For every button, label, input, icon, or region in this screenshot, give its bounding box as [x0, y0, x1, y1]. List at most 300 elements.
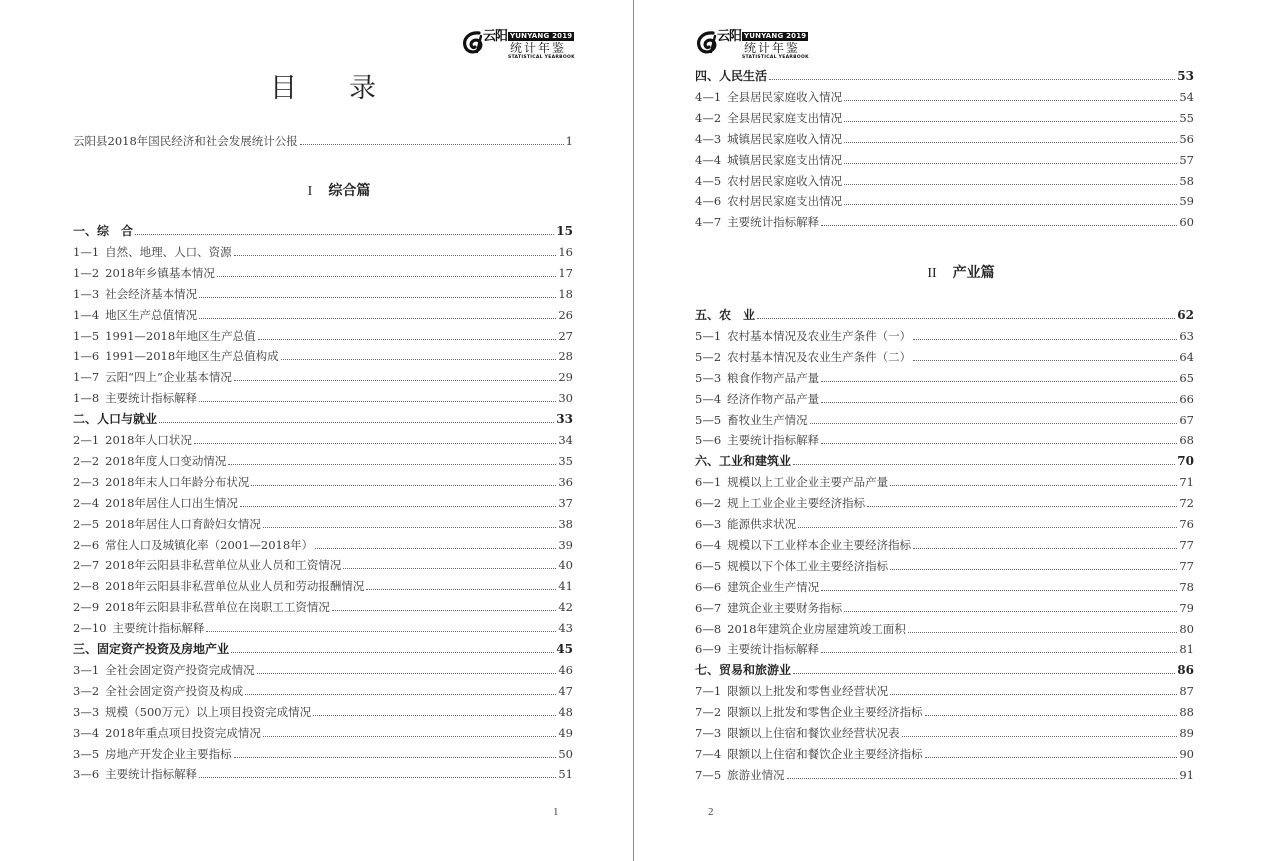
toc-entry-label: 六、工业和建筑业	[695, 454, 792, 469]
toc-entry[interactable]	[73, 599, 573, 615]
toc-entry[interactable]	[695, 621, 1194, 637]
bulletin-entry[interactable]	[73, 133, 573, 149]
toc-entry-page: 48	[558, 704, 573, 719]
toc-entry-code: 3—4	[73, 725, 100, 740]
toc-entry-label: 全县居民家庭支出情况	[727, 110, 843, 125]
toc-entry-code: 4—4	[695, 152, 722, 167]
leader-dots	[821, 443, 1177, 444]
bulletin-label: 云阳县2018年国民经济和社会发展统计公报	[73, 134, 298, 148]
bulletin-page: 1	[565, 134, 573, 148]
toc-entry[interactable]	[73, 265, 573, 281]
toc-entry[interactable]	[695, 193, 1194, 209]
toc-entry-page: 39	[558, 537, 573, 552]
swirl-logo-icon	[461, 30, 485, 56]
toc-entry-label: 2018年末人口年龄分布状况	[105, 474, 250, 489]
toc-entry-page: 72	[1179, 496, 1194, 511]
toc-entry-code: 4—3	[695, 131, 722, 146]
toc-entry-code: 2—1	[73, 433, 100, 447]
toc-entry-page: 86	[1177, 663, 1194, 678]
toc-entry-page: 47	[558, 683, 573, 698]
toc-entry-label: 粮食作物产品产量	[727, 370, 820, 385]
toc-entry-page: 58	[1179, 173, 1194, 188]
toc-entry-label: 经济作物产品产量	[727, 391, 820, 406]
toc-entry[interactable]	[695, 89, 1194, 105]
toc-entry-page: 78	[1179, 579, 1194, 594]
toc-entry[interactable]	[695, 391, 1194, 407]
toc-entry-page: 68	[1179, 433, 1194, 448]
leader-dots	[810, 423, 1178, 424]
toc-entry-code: 7—4	[695, 746, 722, 761]
leader-dots	[844, 204, 1177, 205]
toc-entry-label: 主要统计指标解释	[112, 621, 205, 636]
leader-dots	[925, 757, 1178, 758]
toc-chapter-entry[interactable]	[695, 68, 1194, 84]
toc-entry-label: 1991—2018年地区生产总值构成	[105, 349, 279, 364]
toc-entry-code: 2—2	[73, 453, 100, 468]
toc-entry-page: 15	[556, 224, 573, 238]
toc-entry-label: 三、固定资产投资及房地产业	[73, 642, 230, 656]
toc-entry-page: 35	[558, 453, 573, 468]
toc-chapter-entry[interactable]	[695, 453, 1194, 469]
toc-entry-label: 五、农 业	[695, 308, 756, 322]
toc-entry-code: 6—7	[695, 600, 722, 615]
logo-band-text: YUNYANG 2019	[744, 32, 807, 40]
toc-entry-label: 城镇居民家庭收入情况	[727, 131, 843, 146]
toc-entry-code: 3—2	[73, 683, 100, 698]
leader-dots	[798, 527, 1177, 528]
toc-entry-code: 3—5	[73, 746, 100, 761]
toc-entry-code: 2—9	[73, 600, 100, 615]
toc-entry-code: 6—1	[695, 475, 722, 490]
toc-entry[interactable]	[695, 600, 1194, 616]
leader-dots	[821, 225, 1177, 226]
leader-dots	[135, 234, 554, 235]
toc-entry-page: 37	[558, 495, 573, 510]
leader-dots	[793, 464, 1175, 465]
toc-entry[interactable]	[73, 286, 573, 302]
yearbook-logo	[695, 30, 807, 64]
leader-dots	[245, 694, 556, 695]
toc-entry-page: 59	[1179, 194, 1194, 209]
logo-cn-text: 统计年鉴	[744, 41, 801, 55]
toc-entry-code: 1—1	[73, 244, 100, 259]
toc-entry[interactable]	[695, 474, 1194, 490]
toc-entry[interactable]	[73, 495, 573, 511]
toc-entry-label: 2018年重点项目投资完成情况	[105, 725, 261, 740]
toc-entry-label: 自然、地理、人口、资源	[105, 244, 232, 259]
toc-entry[interactable]	[695, 412, 1194, 428]
toc-entry[interactable]	[695, 746, 1194, 762]
leader-dots	[263, 736, 556, 737]
toc-entry[interactable]	[695, 152, 1194, 168]
toc-entry-page: 76	[1179, 517, 1194, 531]
leader-dots	[890, 694, 1177, 695]
toc-entry-code: 1—7	[73, 370, 100, 385]
swirl-logo-icon	[695, 30, 719, 56]
leader-dots	[366, 589, 556, 590]
leader-dots	[231, 652, 554, 653]
toc-entry-page: 38	[558, 516, 573, 531]
page-gutter	[633, 0, 634, 861]
toc-entry-code: 5—3	[695, 370, 722, 385]
leader-dots	[251, 485, 556, 486]
toc-entry[interactable]	[73, 662, 573, 678]
leader-dots	[257, 673, 557, 674]
toc-entry-label: 常住人口及城镇化率（2001—2018年）	[105, 537, 314, 552]
toc-entry-label: 全社会固定资产投资及构成	[105, 683, 244, 698]
toc-entry[interactable]	[73, 307, 573, 323]
toc-entry[interactable]	[695, 683, 1194, 699]
toc-entry-label: 2018年人口状况	[105, 433, 192, 447]
toc-entry[interactable]	[695, 349, 1194, 365]
part-name: 产业篇	[952, 265, 995, 281]
toc-entry-code: 5—5	[695, 412, 722, 427]
toc-entry-page: 41	[558, 579, 573, 594]
toc-entry-label: 2018年居住人口出生情况	[105, 495, 238, 510]
toc-entry[interactable]	[73, 704, 573, 720]
toc-entry-code: 2—3	[73, 474, 100, 489]
toc-entry-page: 34	[558, 433, 573, 447]
toc-entry-label: 限额以上住宿和餐饮业经营状况表	[727, 726, 900, 740]
toc-entry[interactable]	[73, 725, 573, 741]
leader-dots	[844, 100, 1177, 101]
toc-entry-label: 1991—2018年地区生产总值	[105, 328, 256, 343]
part-heading-1	[73, 180, 605, 200]
toc-entry-code: 1—4	[73, 307, 100, 322]
toc-entry-code: 1—8	[73, 391, 100, 406]
toc-entry-label: 2018年乡镇基本情况	[105, 265, 215, 280]
toc-entry-page: 40	[558, 558, 573, 573]
leader-dots	[263, 527, 556, 528]
toc-entry-label: 规模以下个体工业主要经济指标	[727, 558, 889, 573]
toc-entry-page: 16	[558, 244, 573, 259]
leader-dots	[908, 632, 1177, 633]
leader-dots	[913, 360, 1177, 361]
toc-entry[interactable]	[695, 558, 1194, 574]
toc-entry-label: 社会经济基本情况	[105, 286, 198, 301]
toc-entry[interactable]	[73, 746, 573, 762]
toc-entry-page: 77	[1179, 537, 1194, 552]
toc-entry-page: 29	[558, 370, 573, 385]
toc-entry-page: 45	[556, 642, 573, 656]
toc-entry-page: 30	[558, 391, 573, 406]
toc-entry-page: 89	[1179, 726, 1194, 740]
toc-entry-code: 6—3	[695, 517, 722, 531]
toc-chapter-entry[interactable]	[695, 307, 1194, 323]
leader-dots	[315, 548, 556, 549]
toc-entry[interactable]	[73, 474, 573, 490]
toc-entry-page: 60	[1179, 215, 1194, 230]
toc-entry[interactable]	[695, 110, 1194, 126]
toc-entry[interactable]	[695, 370, 1194, 386]
toc-entry-label: 一、综 合	[73, 224, 134, 238]
leader-dots	[787, 778, 1178, 779]
toc-entry-code: 7—5	[695, 767, 722, 782]
toc-chapter-entry[interactable]	[73, 411, 573, 427]
toc-entry[interactable]	[73, 516, 573, 532]
leader-dots	[234, 757, 557, 758]
page-number: 1	[553, 806, 559, 818]
logo-band-text: YUNYANG 2019	[510, 32, 573, 40]
leader-dots	[844, 611, 1177, 612]
toc-entry-page: 87	[1179, 684, 1194, 699]
leader-dots	[821, 590, 1177, 591]
left-page	[73, 0, 573, 861]
toc-entry[interactable]	[695, 537, 1194, 553]
toc-entry-code: 5—2	[695, 349, 722, 364]
toc-entry[interactable]	[695, 767, 1194, 783]
right-page	[695, 0, 1194, 861]
toc-entry-label: 主要统计指标解释	[727, 642, 820, 657]
leader-dots	[199, 401, 556, 402]
toc-entry-label: 规模以下工业样本企业主要经济指标	[727, 537, 912, 552]
toc-entry-code: 2—6	[73, 537, 100, 552]
toc-entry-code: 2—8	[73, 579, 100, 594]
toc-entry-page: 51	[558, 767, 573, 782]
leader-dots	[240, 506, 556, 507]
toc-entry-label: 房地产开发企业主要指标	[105, 746, 232, 761]
leader-dots	[199, 318, 556, 319]
toc-entry-page: 62	[1177, 308, 1194, 322]
toc-entry-code: 3—3	[73, 704, 100, 719]
toc-entry-label: 农村居民家庭收入情况	[727, 173, 843, 188]
part-name: 综合篇	[328, 183, 371, 199]
toc-entry[interactable]	[73, 369, 573, 385]
logo-mark-text: 云阳	[483, 29, 508, 44]
logo-en-text: STATISTICAL YEARBOOK	[508, 55, 575, 60]
leader-dots	[234, 255, 557, 256]
toc-entry-code: 7—1	[695, 684, 722, 699]
toc-entry-page: 27	[558, 328, 573, 343]
toc-entry-code: 4—7	[695, 215, 722, 230]
logo-en-text: STATISTICAL YEARBOOK	[742, 55, 809, 60]
toc-entry-page: 17	[558, 265, 573, 280]
toc-entry[interactable]	[73, 766, 573, 782]
toc-entry-page: 54	[1179, 89, 1194, 104]
toc-entry-page: 46	[558, 662, 573, 677]
toc-entry-code: 6—5	[695, 558, 722, 573]
leader-dots	[913, 548, 1177, 549]
toc-entry-page: 64	[1179, 349, 1194, 364]
leader-dots	[925, 715, 1178, 716]
toc-entry[interactable]	[73, 453, 573, 469]
toc-entry-code: 7—2	[695, 705, 722, 720]
toc-entry[interactable]	[73, 328, 573, 344]
toc-entry-page: 65	[1179, 370, 1194, 385]
logo-cn-text: 统计年鉴	[510, 41, 567, 55]
leader-dots	[844, 163, 1177, 164]
page-number: 2	[708, 806, 714, 818]
toc-entry-code: 4—1	[695, 89, 722, 104]
toc-entry-label: 畜牧业生产情况	[727, 412, 808, 427]
toc-entry-label: 农村居民家庭支出情况	[727, 194, 843, 209]
leader-dots	[332, 610, 556, 611]
toc-entry-label: 建筑企业生产情况	[727, 579, 820, 594]
toc-entry-page: 63	[1179, 328, 1194, 343]
toc-entry-page: 50	[558, 746, 573, 761]
toc-entry[interactable]	[695, 131, 1194, 147]
leader-dots	[821, 402, 1177, 403]
toc-entry[interactable]	[73, 390, 573, 406]
toc-entry-code: 1—2	[73, 265, 100, 280]
leader-dots	[159, 422, 554, 423]
toc-entry-label: 规模（500万元）以上项目投资完成情况	[105, 704, 312, 719]
toc-entry[interactable]	[695, 214, 1194, 230]
part-roman: I	[307, 184, 313, 199]
toc-entry-label: 二、人口与就业	[73, 412, 158, 427]
toc-entry-code: 2—5	[73, 516, 100, 531]
toc-entry-page: 67	[1179, 412, 1194, 427]
leader-dots	[867, 506, 1177, 507]
toc-entry-page: 18	[558, 286, 573, 301]
leader-dots	[281, 359, 557, 360]
toc-entry[interactable]	[695, 495, 1194, 511]
toc-entry[interactable]	[695, 516, 1194, 532]
toc-entry[interactable]	[73, 244, 573, 260]
toc-entry-page: 71	[1179, 475, 1194, 490]
toc-entry-label: 限额以上批发和零售企业主要经济指标	[727, 705, 923, 720]
toc-entry-label: 规上工业企业主要经济指标	[727, 496, 866, 511]
leader-dots	[217, 276, 556, 277]
toc-entry-page: 26	[558, 307, 573, 322]
toc-entry-label: 建筑企业主要财务指标	[727, 600, 843, 615]
toc-entry-code: 1—5	[73, 328, 100, 343]
toc-entry[interactable]	[695, 641, 1194, 657]
toc-entry[interactable]	[73, 683, 573, 699]
toc-entry-code: 6—6	[695, 579, 722, 594]
leader-dots	[300, 144, 564, 145]
leader-dots	[194, 443, 556, 444]
toc-entry-label: 规模以上工业企业主要产品产量	[727, 475, 889, 490]
toc-entry-code: 2—7	[73, 558, 100, 573]
toc-entry-label: 主要统计指标解释	[105, 767, 198, 782]
leader-dots	[234, 380, 556, 381]
leader-dots	[757, 318, 1175, 319]
leader-dots	[844, 121, 1177, 122]
toc-entry-page: 53	[1177, 69, 1194, 83]
toc-entry-label: 全社会固定资产投资完成情况	[105, 662, 255, 677]
toc-entry-page: 70	[1177, 454, 1194, 469]
toc-entry[interactable]	[73, 620, 573, 636]
toc-entry-page: 80	[1179, 621, 1194, 636]
toc-entry-code: 6—9	[695, 642, 722, 657]
toc-entry[interactable]	[73, 348, 573, 364]
toc-entry-label: 主要统计指标解释	[727, 215, 820, 230]
toc-entry-page: 55	[1179, 110, 1194, 125]
toc-entry-label: 四、人民生活	[695, 69, 768, 83]
toc-entry-label: 全县居民家庭收入情况	[727, 89, 843, 104]
toc-entry-label: 限额以上住宿和餐饮企业主要经济指标	[727, 746, 923, 761]
toc-entry-label: 七、贸易和旅游业	[695, 663, 792, 678]
toc-entry-code: 7—3	[695, 726, 722, 740]
toc-entry-page: 33	[556, 412, 573, 427]
toc-entry-label: 地区生产总值情况	[105, 307, 198, 322]
toc-entry-label: 主要统计指标解释	[105, 391, 198, 406]
toc-entry-page: 77	[1179, 558, 1194, 573]
leader-dots	[913, 339, 1177, 340]
toc-chapter-entry[interactable]	[695, 662, 1194, 678]
toc-entry-code: 6—4	[695, 537, 722, 552]
toc-entry[interactable]	[695, 579, 1194, 595]
toc-entry-label: 农村基本情况及农业生产条件（二）	[727, 349, 912, 364]
toc-entry-label: 2018年云阳县非私营单位从业人员和劳动报酬情况	[105, 579, 365, 594]
toc-entry-label: 2018年度人口变动情况	[105, 453, 227, 468]
leader-dots	[890, 485, 1177, 486]
leader-dots	[902, 736, 1178, 737]
toc-entry[interactable]	[73, 432, 573, 448]
leader-dots	[844, 142, 1177, 143]
toc-entry[interactable]	[73, 537, 573, 553]
toc-entry-code: 2—4	[73, 495, 100, 510]
toc-entry-page: 79	[1179, 600, 1194, 615]
toc-entry-page: 88	[1179, 705, 1194, 720]
logo-mark-text: 云阳	[717, 29, 742, 44]
toc-entry-label: 农村基本情况及农业生产条件（一）	[727, 328, 912, 343]
toc-entry-label: 云阳“四上”企业基本情况	[105, 370, 232, 385]
toc-entry-label: 旅游业情况	[727, 767, 785, 782]
toc-entry-label: 2018年居住人口育龄妇女情况	[105, 516, 261, 531]
toc-entry-code: 4—6	[695, 194, 722, 209]
toc-entry-page: 56	[1179, 131, 1194, 146]
leader-dots	[769, 79, 1175, 80]
leader-dots	[844, 184, 1177, 185]
toc-entry-code: 3—6	[73, 767, 100, 782]
toc-entry-label: 能源供求状况	[727, 517, 797, 531]
toc-entry-page: 42	[558, 600, 573, 615]
yearbook-logo	[461, 30, 573, 64]
toc-entry[interactable]	[695, 173, 1194, 189]
part-heading-2	[695, 262, 1227, 282]
toc-entry-code: 5—4	[695, 391, 722, 406]
toc-entry-label: 城镇居民家庭支出情况	[727, 152, 843, 167]
leader-dots	[199, 777, 556, 778]
toc-entry-page: 36	[558, 474, 573, 489]
toc-entry-label: 主要统计指标解释	[727, 433, 820, 448]
toc-entry-page: 91	[1179, 767, 1194, 782]
toc-entry-page: 57	[1179, 152, 1194, 167]
leader-dots	[343, 568, 556, 569]
toc-chapter-entry[interactable]	[73, 223, 573, 239]
leader-dots	[821, 381, 1177, 382]
leader-dots	[199, 297, 556, 298]
toc-entry-code: 4—5	[695, 173, 722, 188]
toc-entry-code: 6—8	[695, 621, 722, 636]
toc-entry-code: 5—6	[695, 433, 722, 448]
toc-entry-page: 90	[1179, 746, 1194, 761]
toc-entry-code: 6—2	[695, 496, 722, 511]
toc-entry-code: 1—6	[73, 349, 100, 364]
toc-entry[interactable]	[695, 328, 1194, 344]
leader-dots	[228, 464, 556, 465]
toc-entry-code: 1—3	[73, 286, 100, 301]
toc-entry-page: 28	[558, 349, 573, 364]
toc-entry-page: 43	[558, 621, 573, 636]
toc-chapter-entry[interactable]	[73, 641, 573, 657]
toc-entry[interactable]	[695, 704, 1194, 720]
toc-entry[interactable]	[73, 578, 573, 594]
toc-entry[interactable]	[73, 557, 573, 573]
leader-dots	[793, 673, 1175, 674]
page-title: 目录	[270, 73, 428, 104]
part-roman: II	[927, 266, 937, 281]
toc-entry-label: 2018年建筑企业房屋建筑竣工面积	[727, 621, 906, 636]
toc-entry-label: 2018年云阳县非私营单位从业人员和工资情况	[105, 558, 342, 573]
toc-entry-label: 2018年云阳县非私营单位在岗职工工资情况	[105, 600, 330, 615]
leader-dots	[258, 339, 557, 340]
toc-entry[interactable]	[695, 432, 1194, 448]
toc-entry[interactable]	[695, 725, 1194, 741]
toc-entry-code: 2—10	[73, 621, 107, 636]
